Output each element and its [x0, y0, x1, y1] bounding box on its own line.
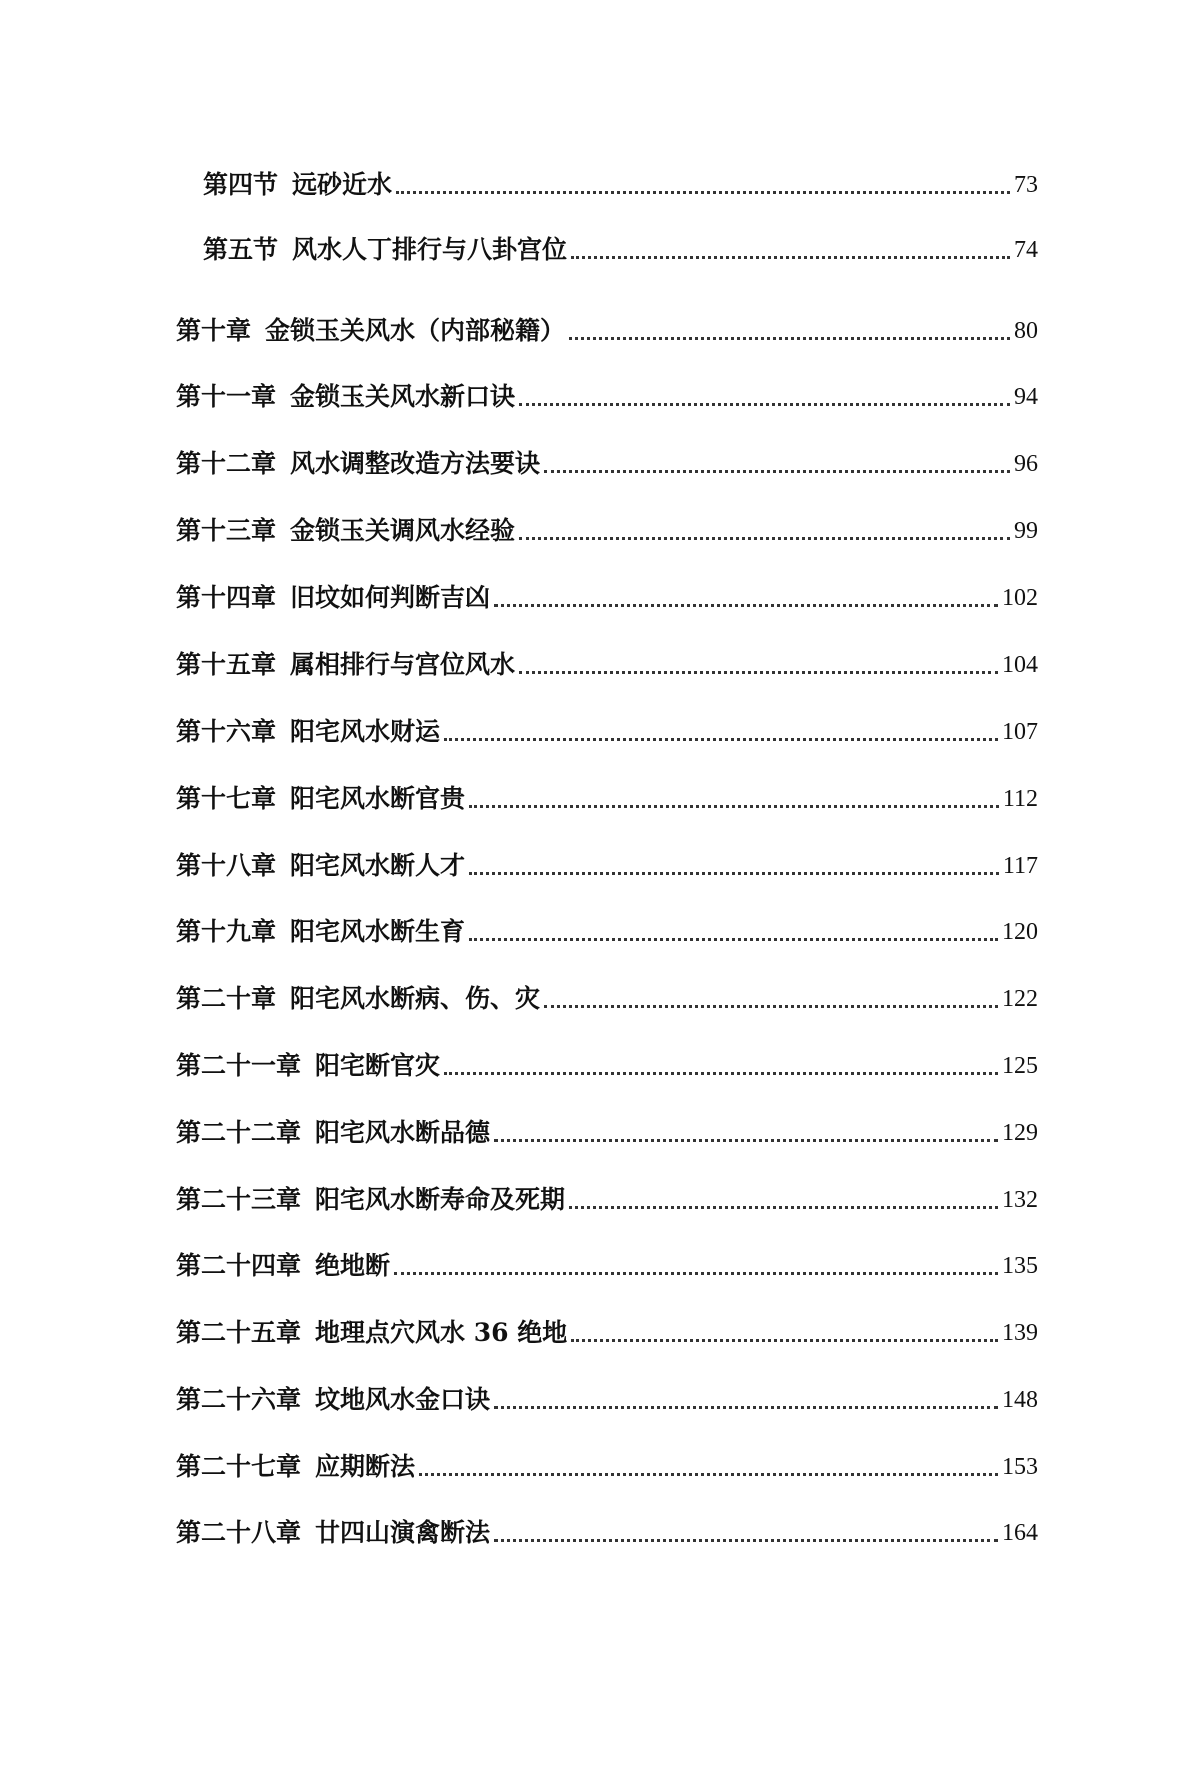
entry-number: 第二十五章: [176, 1318, 302, 1347]
dot-leader: [569, 1206, 998, 1209]
entry-number: 第十一章: [176, 382, 277, 411]
toc-entry[interactable]: [176, 1241, 1038, 1281]
entry-number: 第二十四章: [176, 1251, 302, 1280]
entry-number: 第二十七章: [176, 1452, 302, 1481]
page-number: 153: [1002, 1454, 1038, 1480]
dot-leader: [396, 191, 1010, 194]
page-number: 99: [1014, 518, 1038, 544]
entry-number: 第二十八章: [176, 1518, 302, 1547]
page-number: 104: [1002, 652, 1038, 678]
toc-entry[interactable]: [176, 1108, 1038, 1148]
entry-title: 地理点穴风水 36 绝地: [315, 1318, 568, 1347]
toc-entry[interactable]: [176, 1308, 1038, 1348]
page-number: 120: [1002, 919, 1038, 945]
entry-title: 阳宅风水财运: [290, 717, 441, 746]
entry-title: 应期断法: [315, 1452, 416, 1481]
toc-entry[interactable]: [176, 1041, 1038, 1081]
entry-title: 阳宅断官灾: [315, 1051, 441, 1080]
page-number: 117: [1002, 853, 1038, 879]
page-number: 107: [1002, 719, 1038, 745]
entry-number: 第十九章: [176, 917, 277, 946]
toc-entry[interactable]: [203, 225, 1038, 265]
entry-title: 金锁玉关风水（内部秘籍）: [265, 316, 566, 345]
toc-entry[interactable]: [176, 1175, 1038, 1215]
entry-title: 旧坟如何判断吉凶: [290, 583, 491, 612]
page-number: 96: [1014, 451, 1038, 477]
entry-number: 第十六章: [176, 717, 277, 746]
page-number: 122: [1002, 986, 1038, 1012]
toc-entry[interactable]: [176, 640, 1038, 680]
entry-title: 阳宅风水断生育: [290, 917, 466, 946]
entry-number: 第十七章: [176, 784, 277, 813]
entry-title: 阳宅风水断病、伤、灾: [290, 984, 541, 1013]
toc-entry[interactable]: [176, 707, 1038, 747]
entry-number: 第十章: [176, 316, 252, 345]
page-number: 135: [1002, 1253, 1038, 1279]
toc-entry[interactable]: [176, 1442, 1038, 1482]
toc-entry[interactable]: [176, 841, 1038, 881]
dot-leader: [519, 403, 1010, 406]
dot-leader: [544, 470, 1010, 473]
dot-leader: [444, 1072, 998, 1075]
entry-number: 第十三章: [176, 516, 277, 545]
dot-leader: [519, 671, 998, 674]
entry-number: 第二十六章: [176, 1385, 302, 1414]
toc-entry[interactable]: [176, 372, 1038, 412]
dot-leader: [469, 872, 999, 875]
toc-entry[interactable]: [176, 1375, 1038, 1415]
dot-leader: [469, 805, 999, 808]
page-number: 80: [1014, 318, 1038, 344]
page-number: 74: [1014, 237, 1038, 263]
page-number: 148: [1002, 1387, 1038, 1413]
entry-title: 金锁玉关风水新口诀: [290, 382, 516, 411]
entry-title: 阳宅风水断官贵: [290, 784, 466, 813]
entry-title: 金锁玉关调风水经验: [290, 516, 516, 545]
toc-entry[interactable]: [176, 974, 1038, 1014]
dot-leader: [494, 1406, 998, 1409]
entry-number: 第十五章: [176, 650, 277, 679]
toc-entry[interactable]: [176, 907, 1038, 947]
entry-number: 第二十二章: [176, 1118, 302, 1147]
page-number: 112: [1002, 786, 1038, 812]
toc-entry[interactable]: [176, 1508, 1038, 1548]
dot-leader: [394, 1272, 998, 1275]
toc-entry[interactable]: [203, 160, 1038, 200]
page-number: 164: [1002, 1520, 1038, 1546]
entry-number: 第十八章: [176, 851, 277, 880]
dot-leader: [419, 1473, 998, 1476]
entry-title: 阳宅风水断品德: [315, 1118, 491, 1147]
toc-entry[interactable]: [176, 573, 1038, 613]
entry-title: 阳宅风水断人才: [290, 851, 466, 880]
dot-leader: [569, 337, 1010, 340]
page-number: 132: [1002, 1187, 1038, 1213]
entry-title: 廿四山演禽断法: [315, 1518, 491, 1547]
dot-leader: [494, 1139, 998, 1142]
dot-leader: [544, 1005, 998, 1008]
entry-title: 阳宅风水断寿命及死期: [315, 1185, 566, 1214]
toc-entry[interactable]: [176, 506, 1038, 546]
toc-entry[interactable]: [176, 774, 1038, 814]
entry-number: 第二十三章: [176, 1185, 302, 1214]
entry-title: 绝地断: [315, 1251, 391, 1280]
entry-title: 风水调整改造方法要诀: [290, 449, 541, 478]
page-number: 129: [1002, 1120, 1038, 1146]
dot-leader: [571, 256, 1010, 259]
page-number: 73: [1014, 172, 1038, 198]
entry-number: 第五节: [203, 235, 279, 264]
dot-leader: [519, 537, 1010, 540]
dot-leader: [444, 738, 998, 741]
toc-entry[interactable]: [176, 306, 1038, 346]
entry-number: 第四节: [203, 170, 279, 199]
dot-leader: [571, 1339, 998, 1342]
entry-number: 第二十一章: [176, 1051, 302, 1080]
entry-number: 第十四章: [176, 583, 277, 612]
page-number: 125: [1002, 1053, 1038, 1079]
entry-title: 远砂近水: [292, 170, 393, 199]
entry-number: 第二十章: [176, 984, 277, 1013]
page-number: 94: [1014, 384, 1038, 410]
toc-entry[interactable]: [176, 439, 1038, 479]
dot-leader: [494, 604, 998, 607]
entry-title: 风水人丁排行与八卦宫位: [292, 235, 568, 264]
dot-leader: [494, 1539, 998, 1542]
entry-title: 属相排行与宫位风水: [290, 650, 516, 679]
dot-leader: [469, 938, 998, 941]
page-number: 139: [1002, 1320, 1038, 1346]
entry-title: 坟地风水金口诀: [315, 1385, 491, 1414]
entry-number: 第十二章: [176, 449, 277, 478]
page-number: 102: [1002, 585, 1038, 611]
